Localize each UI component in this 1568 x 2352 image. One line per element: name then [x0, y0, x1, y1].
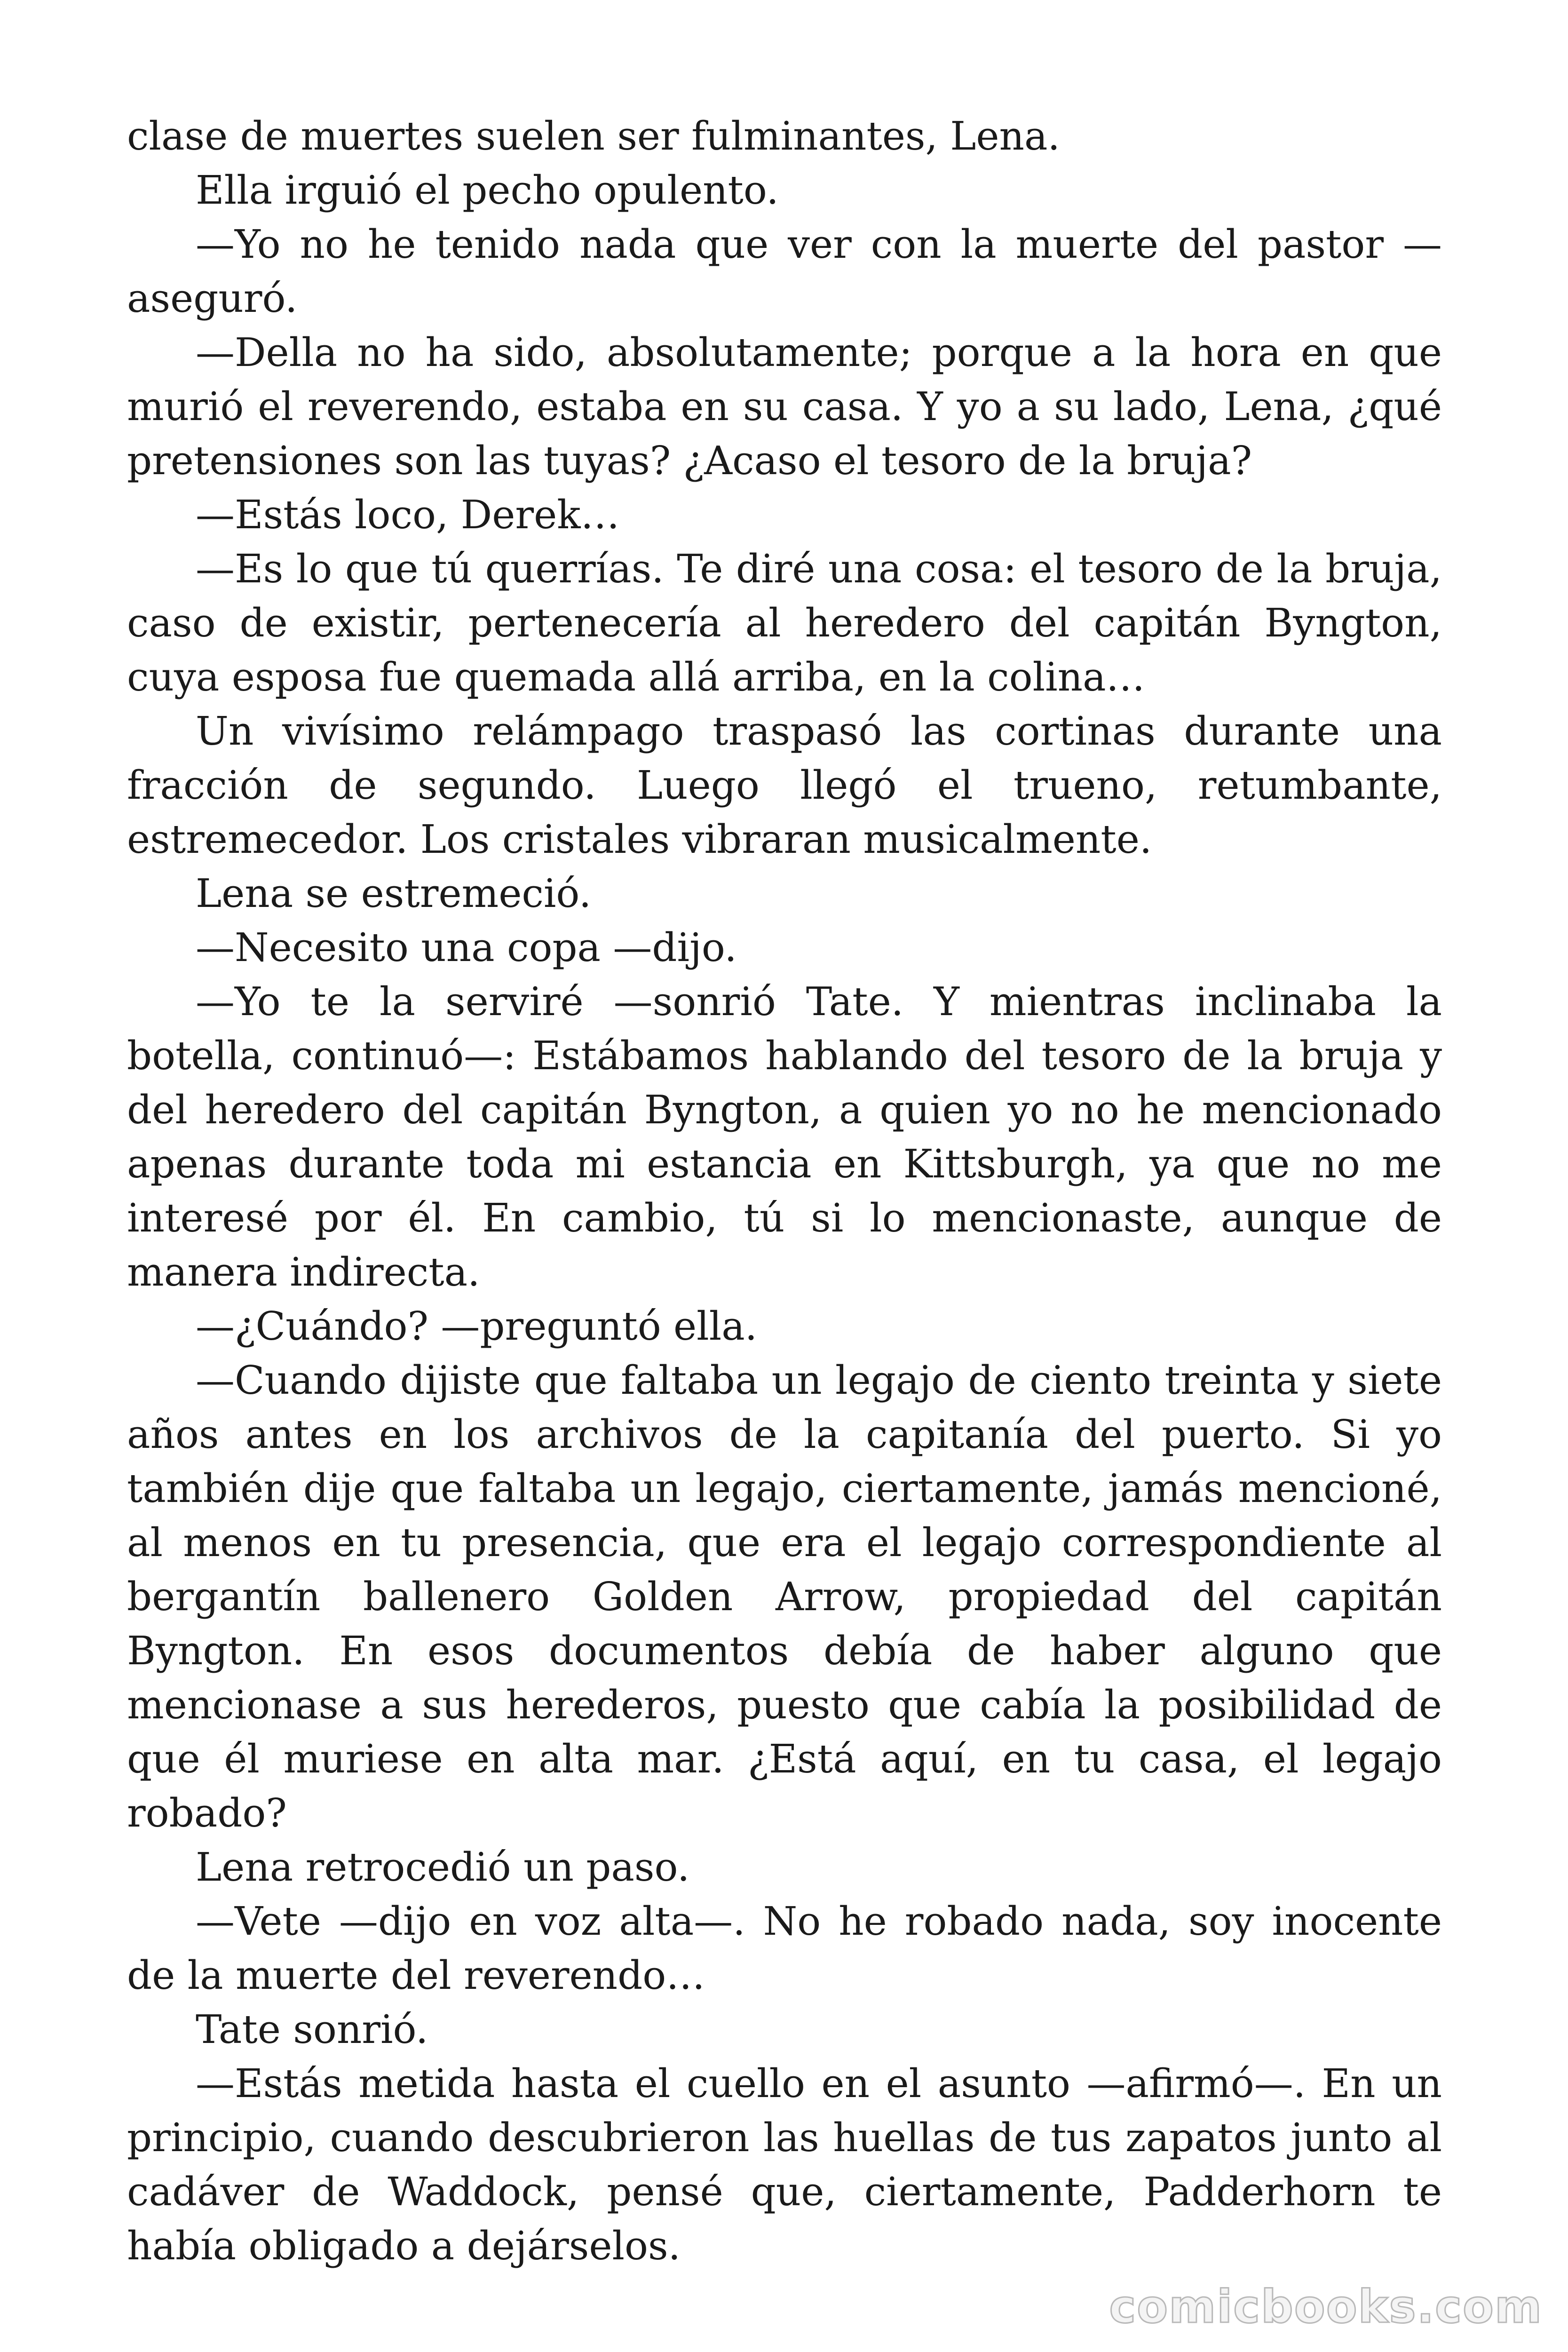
- page-body: [127, 109, 1442, 2273]
- paragraph: —¿Cuándo? —preguntó ella.: [196, 1303, 758, 1349]
- paragraph: clase de muertes suelen ser fulminantes, Lena.: [127, 113, 1060, 159]
- paragraph: Lena retrocedió un paso.: [196, 1844, 690, 1890]
- paragraph: —Cuando dijiste que faltaba un legajo de ciento treinta y siete años antes en los archivos de la capitanía del puerto. Si yo también dije que faltaba un legajo, ciertamente, jamás mencioné, al menos en tu presencia, que era el legajo correspondiente al bergantín ballenero Golden Arrow, propiedad del capitán Byngton. En esos documentos debía de haber alguno que mencionase a sus herederos, puesto que cabía la posibilidad de que él muriese en alta mar. ¿Está aquí, en tu casa, el legajo robado?: [127, 1358, 1442, 1836]
- paragraph: Tate sonrió.: [196, 2007, 428, 2052]
- paragraph: —Yo te la serviré —sonrió Tate. Y mientras inclinaba la botella, continuó—: Estábamos hablando del tesoro de la bruja y del heredero del capitán Byngton, a quien yo no he mencionado apenas durante toda mi estancia en Kittsburgh, ya que no me interesé por él. En cambio, tú si lo mencionaste, aunque de manera indirecta.: [127, 979, 1442, 1295]
- paragraph: Un vivísimo relámpago traspasó las cortinas durante una fracción de segundo. Luego llegó el trueno, retumbante, estremecedor. Los cristales vibraran musicalmente.: [127, 708, 1442, 862]
- paragraph: —Necesito una copa —dijo.: [196, 925, 737, 970]
- paragraph: Ella irguió el pecho opulento.: [196, 167, 779, 213]
- paragraph: —Della no ha sido, absolutamente; porque a la hora en que murió el reverendo, estaba en su casa. Y yo a su lado, Lena, ¿qué pretensiones son las tuyas? ¿Acaso el tesoro de la bruja?: [127, 330, 1442, 484]
- paragraph: —Es lo que tú querrías. Te diré una cosa: el tesoro de la bruja, caso de existir, pertenecería al heredero del capitán Byngton, cuya esposa fue quemada allá arriba, en la colina…: [127, 546, 1442, 700]
- paragraph: Lena se estremeció.: [196, 871, 592, 916]
- paragraph: —Estás loco, Derek…: [196, 492, 620, 538]
- watermark: comicbooks.com: [1109, 2280, 1543, 2333]
- paragraph: —Vete —dijo en voz alta—. No he robado nada, soy inocente de la muerte del reverendo…: [127, 1899, 1442, 1998]
- paragraph: —Yo no he tenido nada que ver con la muerte del pastor —aseguró.: [127, 222, 1442, 321]
- paragraph: —Estás metida hasta el cuello en el asunto —afirmó—. En un principio, cuando descubrieron las huellas de tus zapatos junto al cadáver de Waddock, pensé que, ciertamente, Padderhorn te había obligado a dejárselos.: [127, 2061, 1442, 2269]
